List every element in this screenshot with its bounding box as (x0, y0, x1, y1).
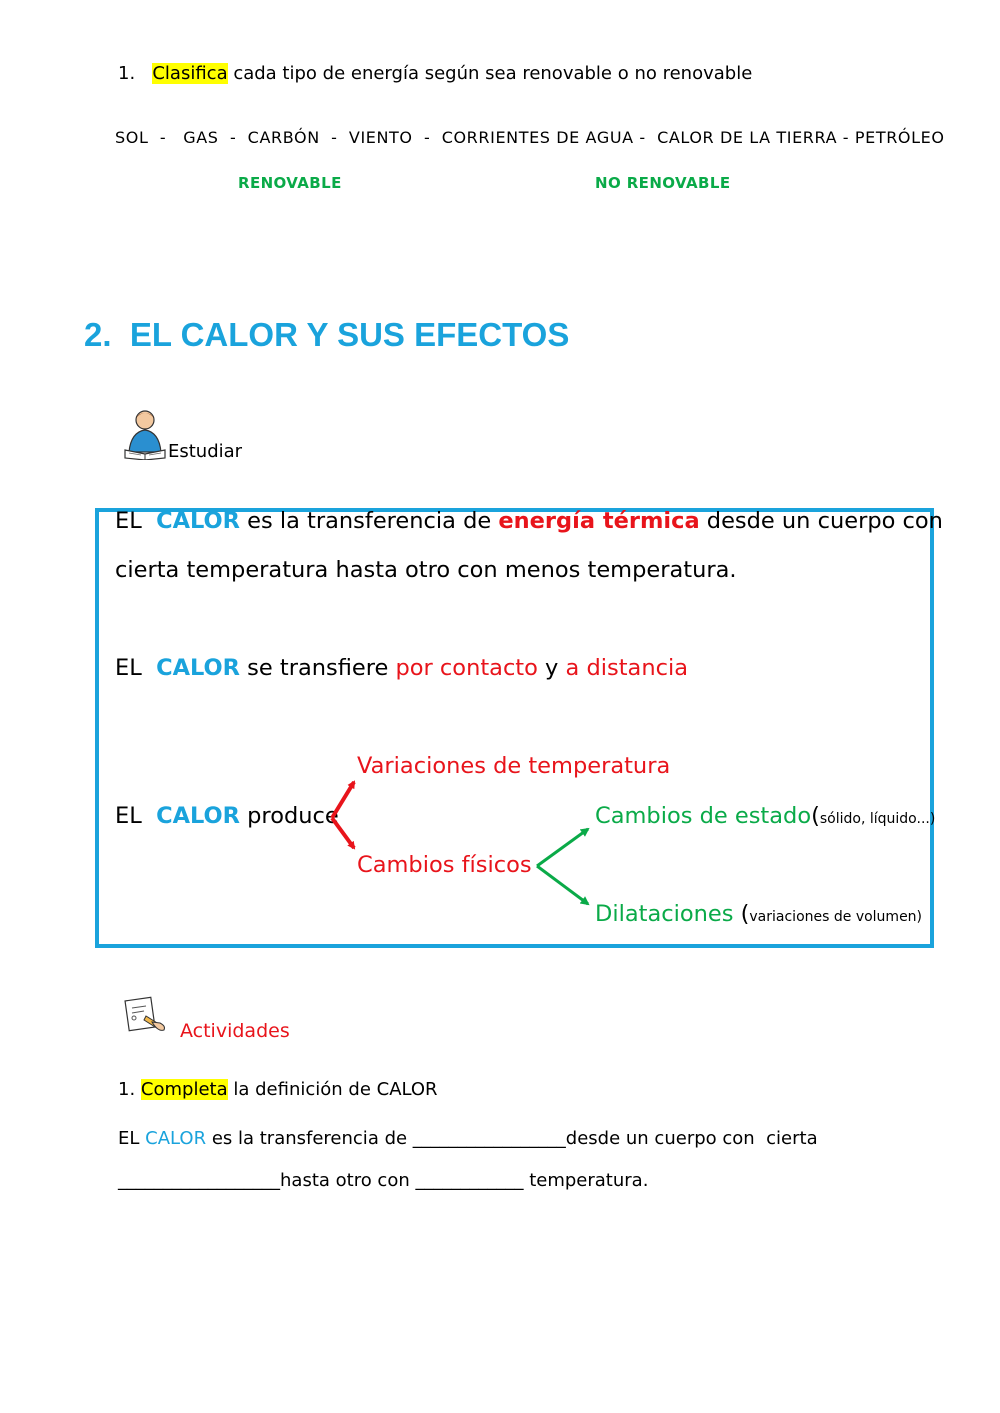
produces-text: produce (240, 803, 339, 829)
by-contact-term: por contacto (395, 655, 538, 681)
blank-energy[interactable]: _________________ (412, 1128, 566, 1149)
exercise-number: 1. (118, 63, 136, 84)
study-label: Estudiar (168, 441, 243, 462)
calor-definition-line-1 (115, 508, 943, 534)
exercise-number: 1. (118, 1079, 136, 1100)
fill-text-a: es la transferencia de (206, 1128, 413, 1149)
el-word: EL (115, 508, 142, 534)
activities-label: Actividades (180, 1020, 290, 1042)
and-word: y (537, 655, 566, 681)
calor-word: CALOR (156, 508, 240, 534)
fill-text-d: temperatura. (523, 1170, 649, 1191)
student-reading-icon (123, 408, 167, 460)
exercise-instruction-text: cada tipo de energía según sea renovable o no renovable (227, 63, 753, 84)
def-text-b: desde un cuerpo con (699, 508, 943, 534)
dilations-note: variaciones de volumen) (749, 909, 923, 925)
thermal-energy-term: energía térmica (498, 508, 700, 534)
dilations-label: Dilataciones (595, 901, 734, 927)
exercise-1-instruction (118, 63, 752, 84)
state-changes-line (595, 803, 935, 829)
open-paren: ( (733, 901, 750, 927)
pencil-writing-icon (124, 996, 168, 1036)
open-paren: ( (811, 803, 820, 829)
exercise-verb-highlight: Clasifica (152, 63, 228, 84)
fill-text-c: hasta otro con (280, 1170, 416, 1191)
el-word: EL (118, 1128, 140, 1149)
state-changes-label: Cambios de estado (595, 803, 812, 829)
calor-word: CALOR (145, 1128, 207, 1149)
calor-word: CALOR (156, 655, 240, 681)
el-word: EL (115, 803, 142, 829)
blank-temperature[interactable]: __________________ (118, 1170, 280, 1191)
exercise-verb-highlight: Completa (140, 1079, 228, 1100)
temperature-variations-label: Variaciones de temperatura (357, 753, 671, 779)
state-changes-note: sólido, líquido...) (819, 811, 936, 827)
fill-in-line-2 (118, 1170, 648, 1191)
exercise-2-instruction (118, 1079, 438, 1100)
physical-changes-label: Cambios físicos (357, 852, 532, 878)
calor-definition-line-2: cierta temperatura hasta otro con menos temperatura. (115, 557, 737, 583)
section-title: 2. EL CALOR Y SUS EFECTOS (84, 316, 570, 353)
calor-produces-line (115, 803, 339, 829)
calor-word: CALOR (156, 803, 240, 829)
column-non-renewable: NO RENOVABLE (595, 174, 731, 192)
calor-transfer-line (115, 655, 688, 681)
energy-list: SOL - GAS - CARBÓN - VIENTO - CORRIENTES DE AGUA - CALOR DE LA TIERRA - PETRÓLEO (115, 128, 945, 147)
at-distance-term: a distancia (565, 655, 689, 681)
def-text-a: es la transferencia de (240, 508, 499, 534)
blank-less[interactable]: ____________ (415, 1170, 524, 1191)
column-renewable: RENOVABLE (238, 174, 342, 192)
exercise-instruction-text: la definición de CALOR (227, 1079, 438, 1100)
el-word: EL (115, 655, 142, 681)
transfer-text: se transfiere (240, 655, 396, 681)
fill-in-line-1 (118, 1128, 818, 1149)
dilations-line (595, 901, 922, 927)
fill-text-b: desde un cuerpo con cierta (565, 1128, 818, 1149)
